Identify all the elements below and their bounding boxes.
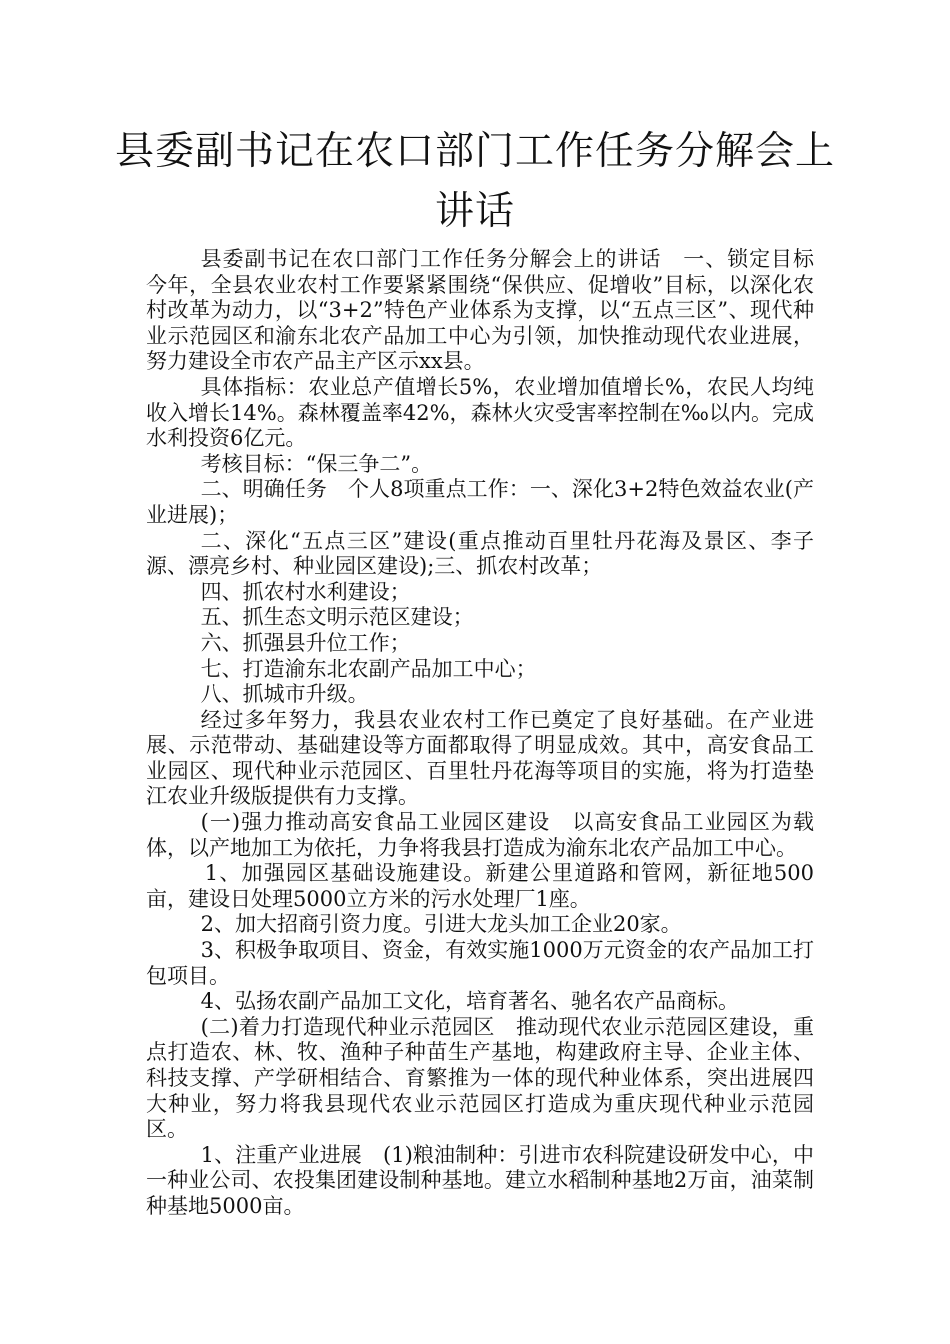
paragraph-item-3: 3、积极争取项目、资金，有效实施1000万元资金的农产品加工打包项目。 [146, 938, 814, 988]
paragraph-item-4: 4、弘扬农副产品加工文化，培育著名、驰名农产品商标。 [200, 989, 739, 1014]
paragraph-section-1: (一)强力推动高安食品工业园区建设 以高安食品工业园区为载体，以产地加工为依托，力争将我县打造成为渝东北农产品加工中心。 [146, 810, 814, 860]
paragraph-task-7: 七、打造渝东北农副产品加工中心； [200, 656, 537, 681]
paragraph-task-1: 二、明确任务 个人8项重点工作：一、深化3+2特色效益农业(产业进展)； [146, 477, 814, 527]
paragraph-item-2: 2、加大招商引资力度。引进大龙头加工企业20家。 [200, 912, 682, 937]
paragraph-item-1: 1、加强园区基础设施建设。新建公里道路和管网，新征地500亩，建设日处理5000立方米的污水处理厂1座。 [146, 861, 814, 911]
paragraph-task-8: 八、抓城市升级。 [200, 682, 369, 707]
paragraph-assessment: 考核目标：“保三争二”。 [200, 451, 433, 476]
document-body [146, 247, 835, 1220]
paragraph-task-4: 四、抓农村水利建设； [200, 579, 411, 604]
paragraph-intro: 县委副书记在农口部门工作任务分解会上的讲话 一、锁定目标 今年，全县农业农村工作要紧紧围绕“保供应、促增收”目标，以深化农村改革为动力，以“3+2”特色产业体系为支撑，以“五点三区”、现代种业示范园区和渝东北农产品加工中心为引领，加快推动现代农业进展，努力建设全市农产品主产区示xx县。 [146, 247, 835, 374]
paragraph-task-6: 六、抓强县升位工作； [200, 630, 411, 655]
paragraph-section-2: (二)着力打造现代种业示范园区 推动现代农业示范园区建设，重点打造农、林、牧、渔种子种苗生产基地，构建政府主导、企业主体、科技支撑、产学研相结合、育繁推为一体的现代种业体系，突出进展四大种业，努力将我县现代农业示范园区打造成为重庆现代种业示范园区。 [146, 1014, 814, 1142]
document-title [100, 128, 850, 236]
paragraph-indicators: 具体指标：农业总产值增长5%，农业增加值增长%，农民人均纯收入增长14%。森林覆盖率42%，森林火灾受害率控制在‰以内。完成水利投资6亿元。 [146, 374, 814, 451]
title-line-2: 讲话 [434, 189, 515, 234]
paragraph-seed-industry: 1、注重产业进展 (1)粮油制种：引进市农科院建设研发中心，中一种业公司、农投集团建设制种基地。建立水稻制种基地2万亩，油菜制种基地5000亩。 [146, 1142, 814, 1218]
paragraph-foundation: 经过多年努力，我县农业农村工作已奠定了良好基础。在产业进展、示范带动、基础建设等方面都取得了明显成效。其中，高安食品工业园区、现代种业示范园区、百里牡丹花海等项目的实施，将为打造垫江农业升级版提供有力支撑。 [146, 707, 814, 809]
paragraph-task-2: 二、深化“五点三区”建设(重点推动百里牡丹花海及景区、李子源、漂亮乡村、种业园区建设);三、抓农村改革； [146, 528, 814, 579]
paragraph-task-5: 五、抓生态文明示范区建设； [200, 605, 474, 630]
title-line-1: 县委副书记在农口部门工作任务分解会上 [114, 129, 835, 174]
